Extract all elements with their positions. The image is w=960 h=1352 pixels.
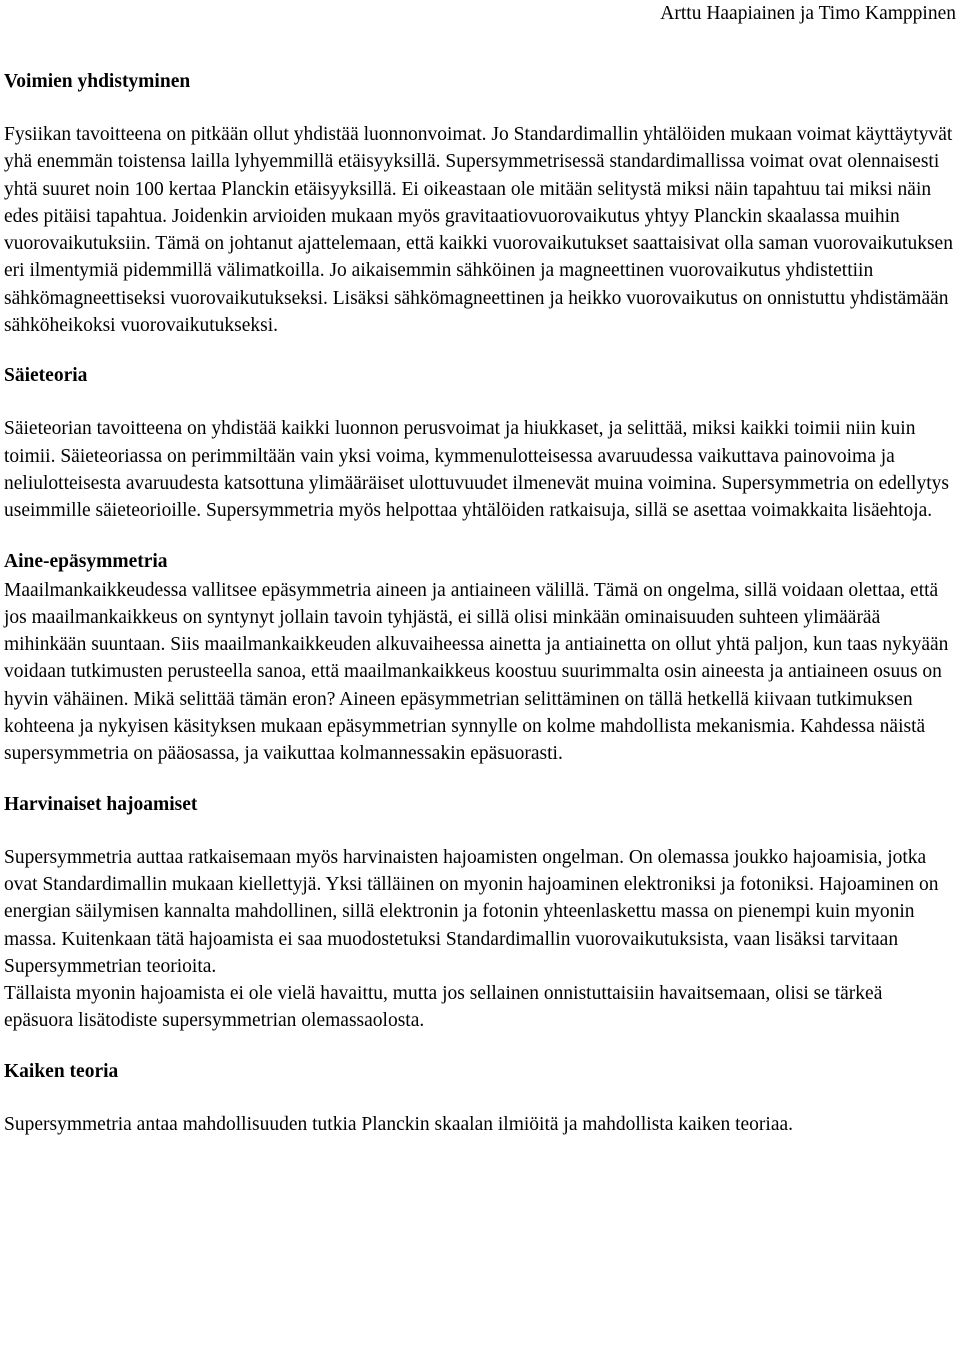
running-header-authors: Arttu Haapiainen ja Timo Kamppinen	[660, 3, 956, 24]
paragraph-aine-epasymmetria: Maailmankaikkeudessa vallitsee epäsymmetria aineen ja antiaineen välillä. Tämä on ongelma, sillä voidaan olettaa, että jos maailmankaikkeus on syntynyt jollain tavoin tyhjästä, ei sillä olisi minkään ominaisuuden suhteen ylimäärää mihinkään suuntaan. Siis maailmankaikkeuden alkuvaiheessa ainetta ja antiainetta on ollut yhtä paljon, kun taas nykyään voidaan tutkimusten perusteella sanoa, että maailmankaikkeus koostuu suurimmalta osin aineesta ja antiaineen osuus on hyvin vähäinen. Mikä selittää tämän eron? Aineen epäsymmetrian selittäminen on tällä hetkellä kiivaan tutkimuksen kohteena ja nykyisen käsityksen mukaan epäsymmetrian synnylle on kolme mahdollista mekanismia. Kahdessa näistä supersymmetria on pääosassa, ja vaikuttaa kolmannessakin epäsuorasti.	[4, 579, 949, 765]
section-heading-voimien-yhdistyminen: Voimien yhdistyminen	[4, 71, 191, 92]
section-heading-harvinaiset-hajoamiset: Harvinaiset hajoamiset	[4, 793, 198, 815]
section-heading-kaiken-teoria: Kaiken teoria	[4, 1060, 119, 1082]
paragraph-voimien-yhdistyminen: Fysiikan tavoitteena on pitkään ollut yhdistää luonnonvoimat. Jo Standardimallin yhtälöiden mukaan voimat käyttäytyvät yhä enemmän toistensa lailla lyhyemmillä etäisyyksillä. Supersymmetrisessä standardimallissa voimat ovat olennaisesti yhtä suuret noin 100 kertaa Planckin etäisyyksillä. Ei oikeastaan ole mitään selitystä miksi näin tapahtuu tai miksi näin edes pitäisi tapahtua. Joidenkin arvioiden mukaan myös gravitaatiovuorovaikutus yhtyy Planckin skaalassa muihin vuorovaikutuksiin. Tämä on johtanut ajattelemaan, että kaikki vuorovaikutukset saattaisivat olla saman vuorovaikutuksen eri ilmentymiä pidemmillä välimatkoilla. Jo aikaisemmin sähköinen ja magneettinen vuorovaikutus yhdistettiin sähkömagneettiseksi vuorovaikutukseksi. Lisäksi sähkömagneettinen ja heikko vuorovaikutus on onnistuttu yhdistämään sähköheikoksi vuorovaikutukseksi.	[4, 124, 953, 337]
section-heading-saieteoria: Säieteoria	[4, 365, 88, 387]
document-body	[4, 71, 956, 1138]
paragraph-kaiken-teoria: Supersymmetria antaa mahdollisuuden tutkia Planckin skaalan ilmiöitä ja mahdollista kaiken teoriaa.	[4, 1113, 793, 1135]
section-heading-aine-epasymmetria: Aine-epäsymmetria	[4, 550, 168, 572]
paragraph-saieteoria: Säieteorian tavoitteena on yhdistää kaikki luonnon perusvoimat ja hiukkaset, ja selittää, miksi kaikki toimii niin kuin toimii. Säieteoriassa on perimmiltään vain yksi voima, kymmenulotteisessa avaruudessa vaikuttava painovoima ja neliulotteisesta avaruudesta katsottuna ylimääräiset ulottuvuudet ilmenevät muina voimina. Supersymmetria on edellytys useimmille säieteorioille. Supersymmetria myös helpottaa yhtälöiden ratkaisuja, sillä se asettaa voimakkaita lisäehtoja.	[4, 418, 949, 522]
paragraph-harvinaiset-hajoamiset-2: Tällaista myonin hajoamista ei ole vielä havaittu, mutta jos sellainen onnistuttaisiin havaitsemaan, olisi se tärkeä epäsuora lisätodiste supersymmetrian olemassaolosta.	[4, 983, 883, 1032]
paragraph-harvinaiset-hajoamiset-1: Supersymmetria auttaa ratkaisemaan myös harvinaisten hajoamisten ongelman. On olemassa joukko hajoamisia, jotka ovat Standardimallin mukaan kiellettyjä. Yksi tälläinen on myonin hajoaminen elektroniksi ja fotoniksi. Hajoaminen on energian säilymisen kannalta mahdollinen, sillä elektronin ja fotonin yhteenlaskettu massa on pienempi kuin myonin massa. Kuitenkaan tätä hajoamista ei saa muodostetuksi Standardimallin vuorovaikutuksista, vaan lisäksi tarvitaan Supersymmetrian teorioita.	[4, 846, 939, 977]
